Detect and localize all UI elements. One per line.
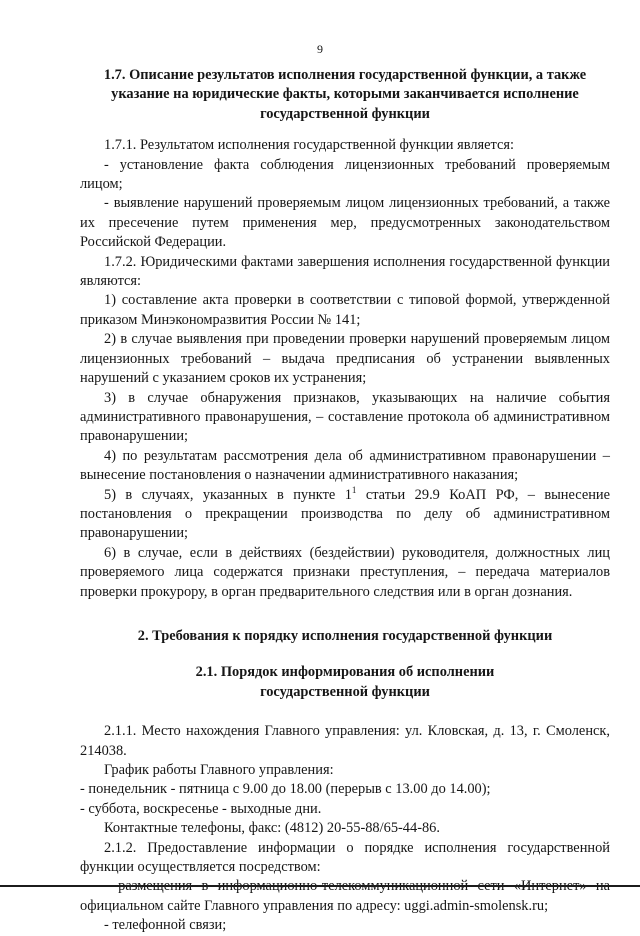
section-2-1-heading-line2: государственной функции bbox=[260, 683, 430, 700]
list-item-4: 4) по результатам рассмотрения дела об административном правонарушении – вынесение постановления о назначении административного наказания; bbox=[80, 447, 610, 484]
list-item-3: 3) в случае обнаружения признаков, указывающих на наличие события административного правонарушения, – составление протокола об административном правонарушении; bbox=[80, 389, 610, 445]
paragraph-1-7-1: 1.7.1. Результатом исполнения государственной функции является: bbox=[104, 137, 514, 154]
superscript: 1 bbox=[351, 484, 357, 495]
list-item-1: 1) составление акта проверки в соответствии с типовой формой, утвержденной приказом Минэкономразвития России № 141; bbox=[80, 292, 610, 328]
schedule-weekdays: - понедельник - пятница с 9.00 до 18.00 (перерыв с 13.00 до 14.00); bbox=[80, 781, 491, 798]
paragraph-2-1-2: 2.1.2. Предоставление информации о порядке исполнения государственной функции осуществляется посредством: bbox=[80, 839, 610, 876]
schedule-weekend: - суббота, воскресенье - выходные дни. bbox=[80, 800, 322, 817]
section-2-1-heading bbox=[80, 663, 610, 702]
list-item-5-end: статьи 29.9 КоАП РФ, – вынесение постановления о прекращении производства по делу об административном правонарушении; bbox=[80, 486, 610, 542]
method-phone: - телефонной связи; bbox=[104, 917, 227, 934]
list-item-6: 6) в случае, если в действиях (бездействии) руководителя, должностных лиц проверяемого лица содержатся признаки преступления, – передача материалов проверки прокурору, в орган предварительного следствия или в орган дознания. bbox=[80, 544, 610, 600]
section-2-heading: 2. Требования к порядку исполнения государственной функции bbox=[137, 627, 553, 644]
section-1-7-heading: 1.7. Описание результатов исполнения государственной функции, а также указание на юридические факты, которыми заканчивается исполнение государственной функции bbox=[103, 67, 587, 122]
document-body bbox=[80, 66, 610, 936]
list-item-2: 2) в случае выявления при проведении проверки нарушений проверяемым лицом лицензионных требований – выдача предписания об устранении выявленных нарушений с указанием сроков их устранения; bbox=[80, 331, 610, 387]
list-item-5-start: 5) в случаях, указанных в пункте 1 bbox=[104, 486, 352, 503]
paragraph-compliance: - установление факта соблюдения лицензионных требований проверяемым лицом; bbox=[80, 156, 610, 193]
paragraph-violations: - выявление нарушений проверяемым лицом лицензионных требований, а также их пресечение путем применения мер, предусмотренных законодательством Российской Федерации. bbox=[80, 195, 610, 251]
page-number: 9 bbox=[317, 42, 323, 56]
schedule-title: График работы Главного управления: bbox=[104, 762, 334, 778]
method-internet: официальном сайте Главного управления по адресу: uggi.admin-smolensk.ru; bbox=[80, 897, 549, 914]
section-2-1-heading-line1: 2.1. Порядок информирования об исполнении bbox=[195, 664, 495, 681]
paragraph-2-1-1: 2.1.1. Место нахождения Главного управления: ул. Кловская, д. 13, г. Смоленск, 214038. bbox=[80, 723, 610, 759]
bottom-rule bbox=[0, 885, 640, 887]
contact-phones: Контактные телефоны, факс: (4812) 20-55-88/65-44-86. bbox=[104, 820, 440, 837]
paragraph-1-7-2: 1.7.2. Юридическими фактами завершения исполнения государственной функции являются: bbox=[80, 253, 610, 290]
list-item-5 bbox=[80, 486, 610, 544]
